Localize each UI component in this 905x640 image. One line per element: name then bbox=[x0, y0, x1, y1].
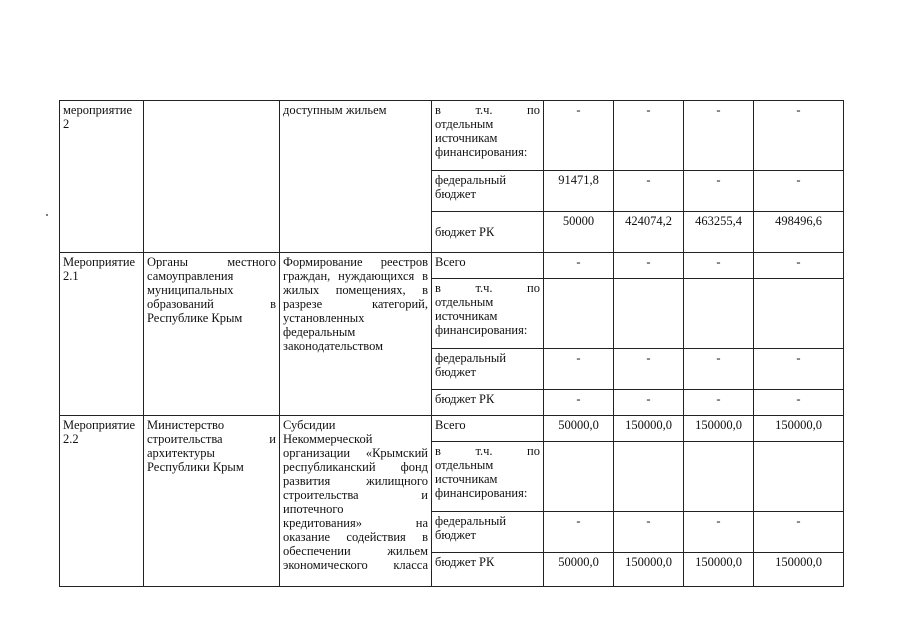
executor-cell bbox=[144, 101, 280, 253]
amount-cell: - bbox=[544, 349, 614, 390]
amount-cell: 150000,0 bbox=[754, 416, 844, 442]
amount-cell: - bbox=[614, 390, 684, 416]
amount-cell: - bbox=[614, 512, 684, 553]
event-description-cell: Формирование реестров граждан, нуждающихся в жилых помещениях, в разрезе категорий, установленных федеральным законодательством bbox=[280, 253, 432, 416]
amount-cell: - bbox=[614, 253, 684, 279]
executor-cell: Органы местного самоуправления муниципальных образований в Республике Крым bbox=[144, 253, 280, 416]
amount-cell: - bbox=[614, 171, 684, 212]
amount-cell: 498496,6 bbox=[754, 212, 844, 253]
event-description-cell: доступным жильем bbox=[280, 101, 432, 253]
amount-cell: 50000,0 bbox=[544, 553, 614, 587]
amount-cell: - bbox=[684, 349, 754, 390]
amount-cell: 50000 bbox=[544, 212, 614, 253]
amount-cell: 150000,0 bbox=[614, 416, 684, 442]
amount-cell bbox=[754, 442, 844, 512]
amount-cell bbox=[754, 279, 844, 349]
amount-cell: - bbox=[684, 512, 754, 553]
amount-cell: - bbox=[544, 390, 614, 416]
amount-cell: - bbox=[684, 390, 754, 416]
amount-cell: - bbox=[754, 101, 844, 171]
event-name-cell: Мероприятие 2.1 bbox=[60, 253, 144, 416]
amount-cell: - bbox=[754, 349, 844, 390]
executor-cell: Министерство строительства и архитектуры Республики Крым bbox=[144, 416, 280, 587]
table-row bbox=[60, 416, 844, 442]
amount-cell: - bbox=[544, 253, 614, 279]
amount-cell: 150000,0 bbox=[684, 416, 754, 442]
amount-cell: - bbox=[614, 349, 684, 390]
funding-source-label: бюджет РК bbox=[432, 553, 544, 587]
amount-cell: - bbox=[754, 253, 844, 279]
program-table bbox=[59, 100, 844, 587]
amount-cell bbox=[614, 279, 684, 349]
amount-cell: - bbox=[614, 101, 684, 171]
amount-cell: - bbox=[684, 253, 754, 279]
amount-cell: 150000,0 bbox=[754, 553, 844, 587]
funding-source-label: в т.ч. по отдельным источникам финансирования: bbox=[432, 279, 544, 349]
amount-cell: 50000,0 bbox=[544, 416, 614, 442]
amount-cell: - bbox=[544, 101, 614, 171]
amount-cell: 150000,0 bbox=[614, 553, 684, 587]
amount-cell: - bbox=[544, 512, 614, 553]
amount-cell: - bbox=[754, 512, 844, 553]
amount-cell bbox=[614, 442, 684, 512]
amount-cell bbox=[684, 442, 754, 512]
funding-source-label: в т.ч. по отдельным источникам финансирования: bbox=[432, 101, 544, 171]
amount-cell: 91471,8 bbox=[544, 171, 614, 212]
funding-source-label: в т.ч. по отдельным источникам финансирования: bbox=[432, 442, 544, 512]
amount-cell: 463255,4 bbox=[684, 212, 754, 253]
table-row bbox=[60, 101, 844, 171]
amount-cell: - bbox=[684, 171, 754, 212]
amount-cell: 150000,0 bbox=[684, 553, 754, 587]
amount-cell: - bbox=[754, 390, 844, 416]
amount-cell bbox=[684, 279, 754, 349]
funding-source-label: бюджет РК bbox=[432, 390, 544, 416]
scan-speck bbox=[46, 214, 48, 216]
amount-cell bbox=[544, 279, 614, 349]
funding-source-label: федеральный бюджет bbox=[432, 512, 544, 553]
event-description-cell: Субсидии Некоммерческой организации «Крымский республиканский фонд развития жилищного строительства и ипотечного кредитования» на оказание содействия в обеспечении жильем экономического класса bbox=[280, 416, 432, 587]
amount-cell bbox=[544, 442, 614, 512]
funding-source-label: бюджет РК bbox=[432, 212, 544, 253]
funding-source-label: Всего bbox=[432, 416, 544, 442]
amount-cell: 424074,2 bbox=[614, 212, 684, 253]
funding-source-label: Всего bbox=[432, 253, 544, 279]
amount-cell: - bbox=[754, 171, 844, 212]
table-row bbox=[60, 253, 844, 279]
funding-source-label: федеральный бюджет bbox=[432, 349, 544, 390]
funding-source-label: федеральный бюджет bbox=[432, 171, 544, 212]
amount-cell: - bbox=[684, 101, 754, 171]
event-name-cell: мероприятие 2 bbox=[60, 101, 144, 253]
event-name-cell: Мероприятие 2.2 bbox=[60, 416, 144, 587]
